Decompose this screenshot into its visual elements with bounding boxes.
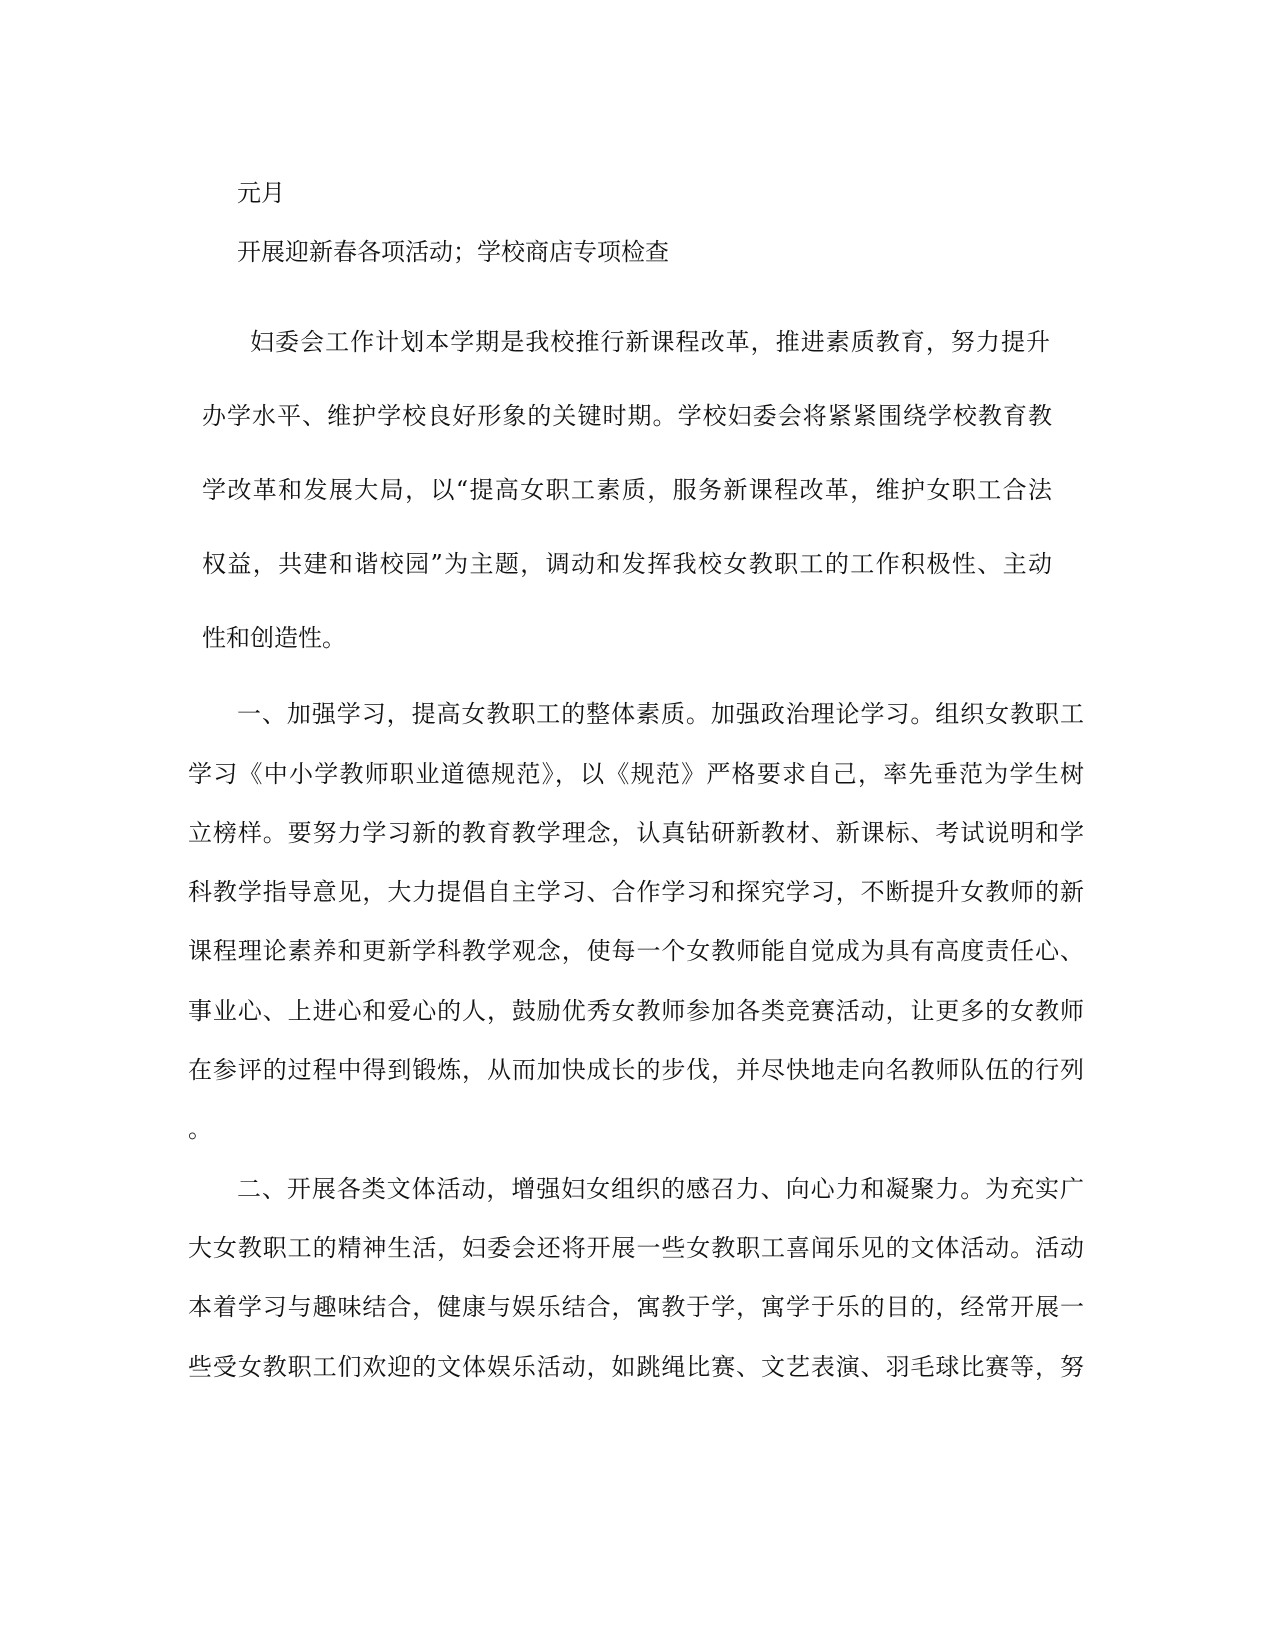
intro-line: 办学水平、维护学校良好形象的关键时期。学校妇委会将紧紧围绕学校教育教 [202, 402, 1052, 430]
section-one-line: 学习《中小学教师职业道德规范》，以《规范》严格要求自己，率先垂范为学生树 [188, 760, 1084, 788]
section-one-line: 事业心、上进心和爱心的人，鼓励优秀女教师参加各类竞赛活动，让更多的女教师 [188, 997, 1084, 1025]
intro-line: 性和创造性。 [202, 624, 346, 652]
section-one-line: 。 [188, 1115, 212, 1143]
intro-line: 妇委会工作计划本学期是我校推行新课程改革，推进素质教育，努力提升 [250, 328, 1050, 356]
section-one-line: 课程理论素养和更新学科教学观念，使每一个女教师能自觉成为具有高度责任心、 [188, 937, 1084, 965]
month-activities-text: 开展迎新春各项活动；学校商店专项检查 [237, 238, 669, 266]
section-two-line: 大女教职工的精神生活，妇委会还将开展一些女教职工喜闻乐见的文体活动。活动 [188, 1234, 1084, 1262]
section-one-line: 一、加强学习，提高女教职工的整体素质。加强政治理论学习。组织女教职工 [237, 700, 1084, 728]
intro-line: 权益，共建和谐校园”为主题，调动和发挥我校女教职工的工作积极性、主动 [202, 550, 1052, 578]
section-two-line: 本着学习与趣味结合，健康与娱乐结合，寓教于学，寓学于乐的目的，经常开展一 [188, 1293, 1084, 1321]
section-two-line: 些受女教职工们欢迎的文体娱乐活动，如跳绳比赛、文艺表演、羽毛球比赛等，努 [188, 1353, 1084, 1381]
section-two-line: 二、开展各类文体活动，增强妇女组织的感召力、向心力和凝聚力。为充实广 [237, 1175, 1084, 1203]
month-heading: 元月 [237, 179, 285, 207]
section-one-line: 在参评的过程中得到锻炼，从而加快成长的步伐，并尽快地走向名教师队伍的行列 [188, 1056, 1084, 1084]
section-one-line: 科教学指导意见，大力提倡自主学习、合作学习和探究学习，不断提升女教师的新 [188, 878, 1084, 906]
section-one-line: 立榜样。要努力学习新的教育教学理念，认真钻研新教材、新课标、考试说明和学 [188, 819, 1084, 847]
intro-line: 学改革和发展大局，以“提高女职工素质，服务新课程改革，维护女职工合法 [202, 476, 1052, 504]
